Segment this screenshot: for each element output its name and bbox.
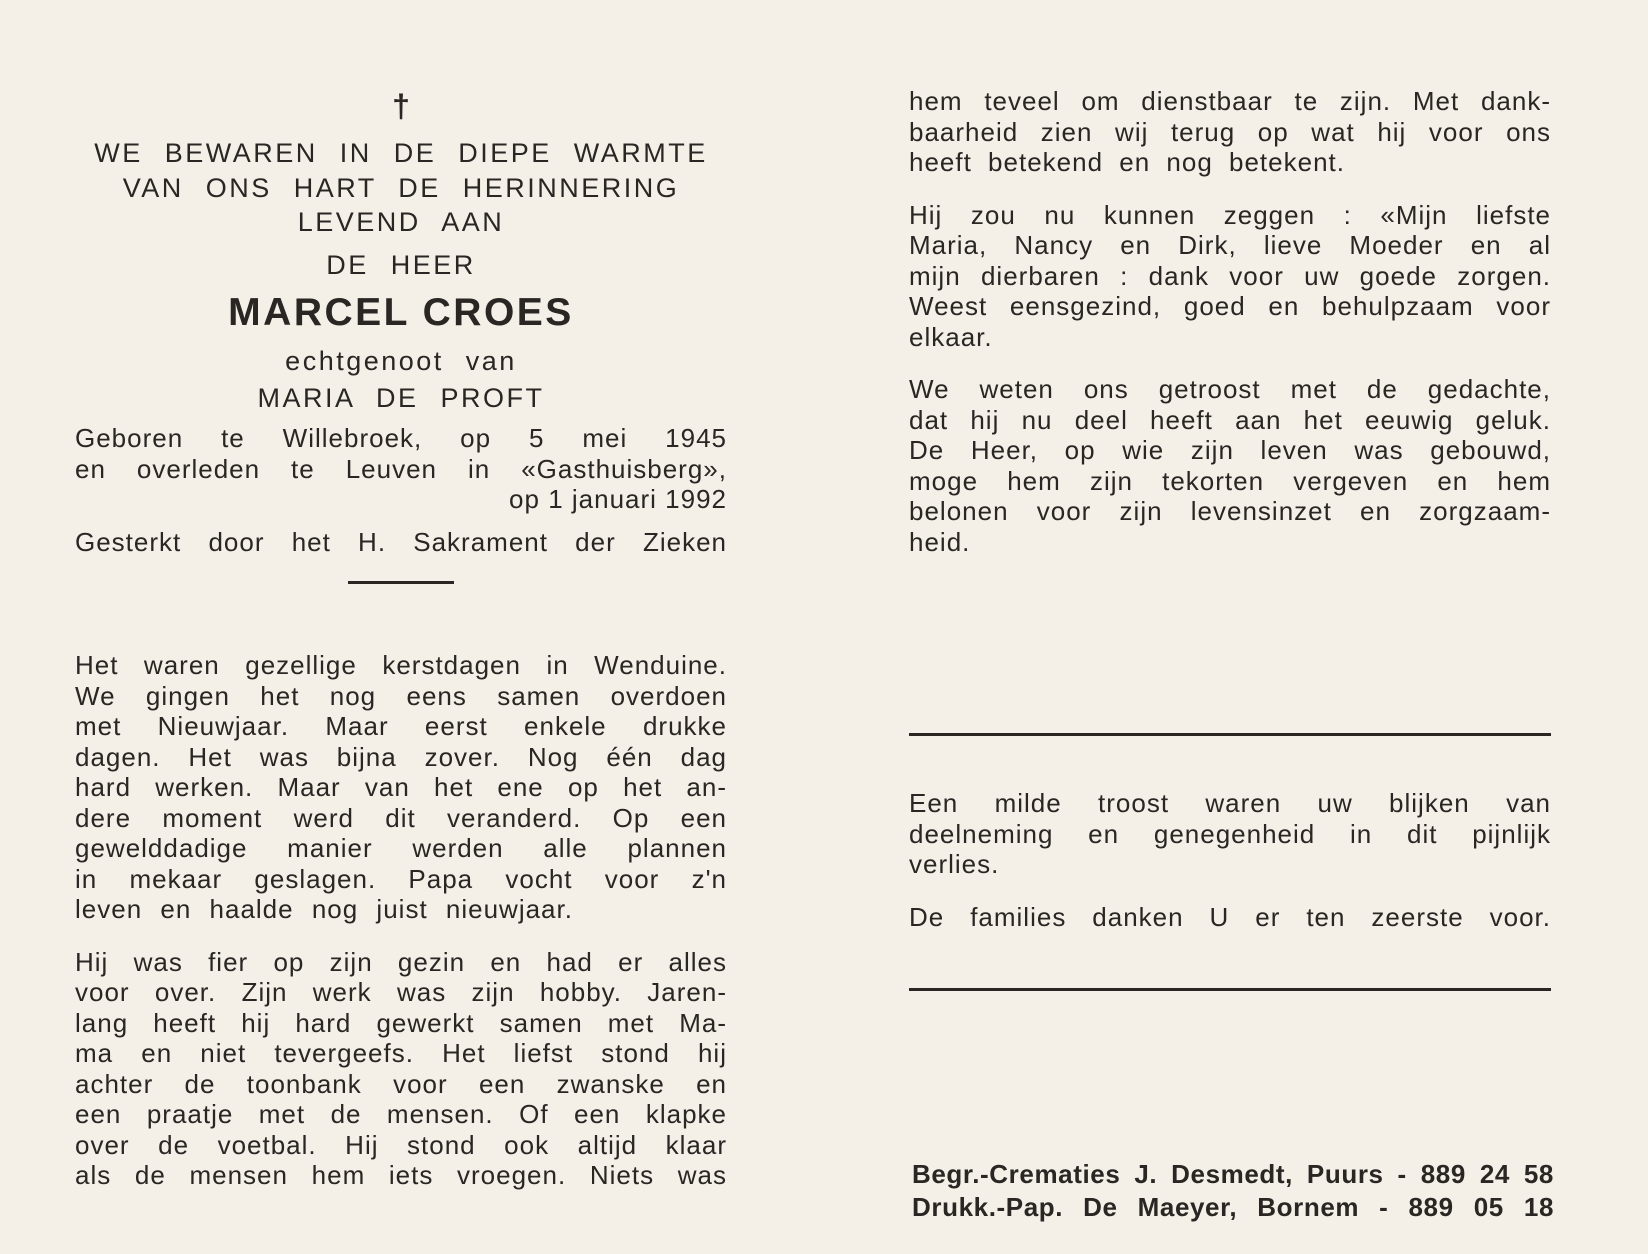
funeral-director-line: Begr.-Crematies J. Desmedt, Puurs - 889 24 58 [912,1159,1554,1189]
text-line: voor over. Zijn werk was zijn hobby. Jaren- [75,977,727,1007]
thanks-paragraph [909,788,1551,880]
text-line: moge hem zijn tekorten vergeven en hem [909,465,1551,496]
thanks-block [909,788,1551,932]
left-column [75,88,727,1191]
text-line: Het waren gezellige kerstdagen in Wenduine. [75,650,727,680]
text-line: met Nieuwjaar. Maar eerst enkele drukke [75,711,727,741]
text-line: lang heeft hij hard gewerkt samen met Ma- [75,1007,727,1038]
story-paragraph-4 [909,200,1551,353]
text-line: mijn dierbaren : dank voor uw goede zorgen. [909,260,1551,291]
deceased-name: MARCEL CROES [228,291,574,334]
spouse-name: MARIA DE PROFT [257,382,545,413]
intro-line: WE BEWAREN IN DE DIEPE WARMTE [94,138,708,168]
text-line: dagen. Het was bijna zover. Nog één dag [75,741,727,772]
text-line: De Heer, op wie zijn leven was gebouwd, [909,435,1551,465]
text-line: deelneming en genegenheid in dit pijnlijk [909,818,1551,849]
intro-line: LEVEND AAN [297,207,505,237]
text-line: over de voetbal. Hij stond ook altijd klaar [75,1129,727,1160]
text-line: hard werken. Maar van het ene op het an- [75,772,727,802]
text-line: De families danken U er ten zeerste voor. [909,901,1551,932]
short-divider [348,581,454,584]
birth-death-block [75,423,727,557]
text-line: hem teveel om dienstbaar te zijn. Met dank- [909,86,1551,116]
death-date: op 1 januari 1992 [509,484,727,514]
text-line: als de mensen hem iets vroegen. Niets was [75,1160,727,1190]
text-line: We weten ons getroost met de gedachte, [909,374,1551,404]
spouse-block [75,344,727,415]
divider-bottom [909,988,1551,991]
divider-top [909,733,1551,736]
spouse-label: echtgenoot van [285,346,517,376]
right-column [909,86,1551,557]
text-line: heeft betekend en nog betekent. [909,147,1345,177]
text-line: ma en niet tevergeefs. Het liefst stond hij [75,1038,727,1068]
text-line: gewelddadige manier werden alle plannen [75,833,727,863]
families-thanks [909,902,1551,933]
story-paragraph-5 [909,374,1551,557]
intro-line: VAN ONS HART DE HERINNERING [122,172,680,203]
text-line: in mekaar geslagen. Papa vocht voor z'n [75,863,727,894]
text-line: We gingen het nog eens samen overdoen [75,680,727,711]
cross-icon: † [392,88,410,124]
text-line: baarheid zien wij terug op wat hij voor ons [909,116,1551,147]
printer-line: Drukk.-Pap. De Maeyer, Bornem - 889 05 18 [912,1192,1554,1222]
birth-line: Geboren te Willebroek, op 5 mei 1945 [75,423,727,453]
text-line: Maria, Nancy en Dirk, lieve Moeder en al [909,230,1551,260]
printer-credits [912,1158,1554,1224]
text-line: elkaar. [909,321,993,352]
text-line: een praatje met de mensen. Of een klapke [75,1099,727,1129]
text-line: leven en haalde nog juist nieuwjaar. [75,894,573,924]
story-paragraph-1 [75,650,727,925]
story-paragraph-3 [909,86,1551,178]
text-line: Hij was fier op zijn gezin en had er alles [75,946,727,977]
text-line: achter de toonbank voor een zwanske en [75,1068,727,1099]
text-line: Weest eensgezind, goed en behulpzaam voor [909,291,1551,321]
text-line: heid. [909,526,971,557]
text-line: Een milde troost waren uw blijken van [909,788,1551,818]
text-line: Hij zou nu kunnen zeggen : «Mijn liefste [909,199,1551,230]
sacrament-line: Gesterkt door het H. Sakrament der Zieken [75,526,727,557]
title-honorific: DE HEER [326,249,476,280]
text-line: verlies. [909,849,1000,879]
story-paragraph-2 [75,947,727,1191]
death-line: en overleden te Leuven in «Gasthuisberg», [75,453,727,484]
text-line: dat hij nu deel heeft aan het eeuwig geluk. [909,404,1551,435]
text-line: belonen voor zijn levensinzet en zorgzaam- [909,496,1551,526]
text-line: dere moment werd dit veranderd. Op een [75,802,727,833]
